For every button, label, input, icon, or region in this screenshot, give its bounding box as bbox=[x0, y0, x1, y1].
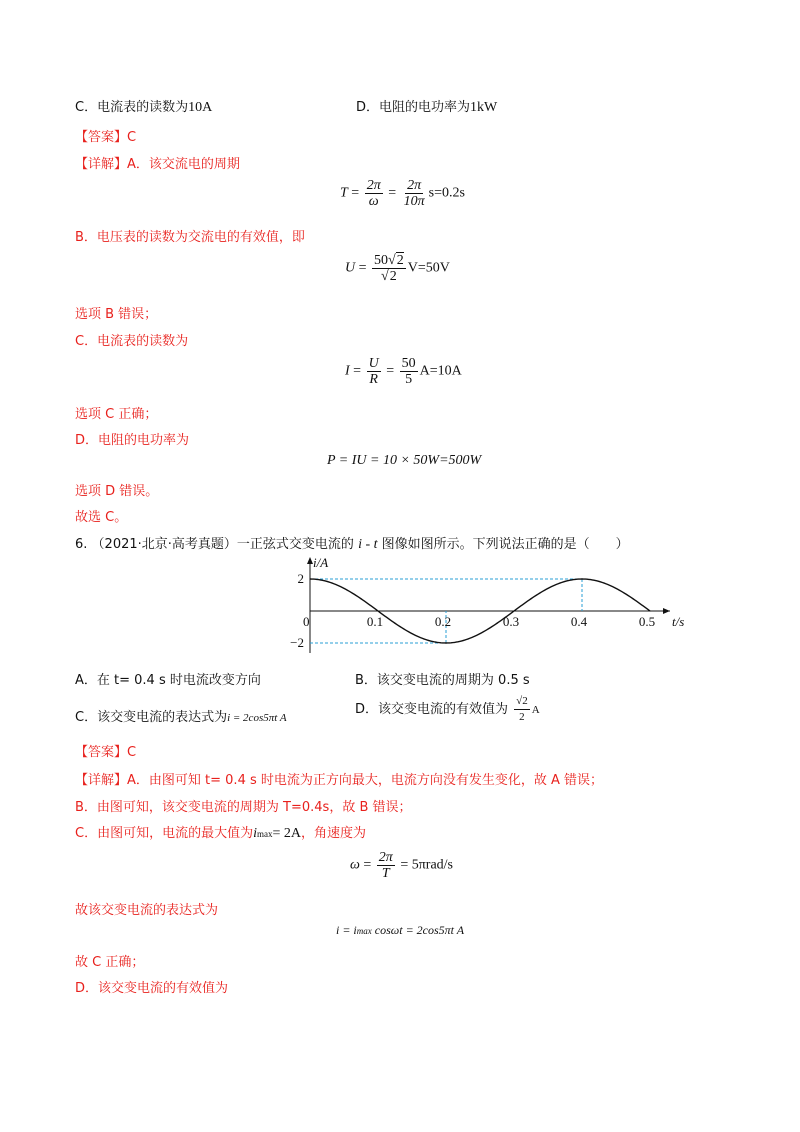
option-d-text: D．电阻的电功率为 bbox=[356, 100, 471, 115]
data-point bbox=[343, 588, 344, 589]
question-source: （2021·北京·高考真题） bbox=[91, 537, 237, 552]
current-time-graph bbox=[270, 555, 685, 657]
answer-2: 【答案】C bbox=[75, 745, 137, 760]
question-6-option-c: C．该交变电流的表达式为i = 2cos5πt A bbox=[75, 710, 287, 725]
answer-value: C bbox=[127, 130, 137, 145]
detail-1-b-conclusion: 选项 B 错误； bbox=[75, 307, 158, 322]
equation-period: T = $\frac{2\pi}{\omega}$ = $\frac{2\pi}{10\pi}$ s=0.2s bbox=[340, 178, 465, 209]
data-point bbox=[564, 581, 565, 582]
data-point bbox=[309, 578, 310, 579]
detail-1-b: B．电压表的读数为交流电的有效值，即 bbox=[75, 230, 305, 245]
data-point bbox=[649, 610, 650, 611]
option-c-value: 10A bbox=[188, 100, 213, 115]
detail-1-d: D．电阻的电功率为 bbox=[75, 433, 190, 448]
detail-2-c: C．由图可知，电流的最大值为imax= 2A，角速度为 bbox=[75, 826, 366, 841]
detail-2-c-conclusion: 故 C 正确； bbox=[75, 955, 145, 970]
data-point bbox=[394, 623, 395, 624]
detail-1-c: C．电流表的读数为 bbox=[75, 334, 189, 349]
data-point bbox=[513, 610, 514, 611]
option-c-text: C．电流表的读数为 bbox=[75, 100, 189, 115]
option-d-line bbox=[356, 96, 497, 116]
y-tick-label: 2 bbox=[297, 571, 304, 586]
detail-2-c-2: 故该交变电流的表达式为 bbox=[75, 903, 219, 918]
data-point bbox=[530, 598, 531, 599]
data-point bbox=[462, 640, 463, 641]
x-tick-label: 0.1 bbox=[366, 614, 384, 629]
data-point bbox=[445, 642, 446, 643]
detail-2-a: 【详解】A．由图可知 t= 0.4 s 时电流为正方向最大，电流方向没有发生变化，故 A 错误； bbox=[75, 773, 604, 788]
equation-i: i = imax cosωt = 2cos5πt A bbox=[336, 923, 465, 937]
detail-2-d: D．该交变电流的有效值为 bbox=[75, 981, 229, 996]
data-point bbox=[411, 633, 412, 634]
data-point bbox=[547, 588, 548, 589]
data-point bbox=[360, 598, 361, 599]
question-number: 6. bbox=[75, 537, 88, 552]
detail-1-c-conclusion: 选项 C 正确； bbox=[75, 407, 158, 422]
data-point bbox=[377, 610, 378, 611]
data-point bbox=[326, 581, 327, 582]
equation-voltage: U = $\frac{50√2}{√2}$ V=50V bbox=[345, 253, 450, 284]
answer-tag: 【答案】 bbox=[75, 130, 128, 145]
x-tick-label: 0 bbox=[303, 614, 310, 629]
x-tick-label: 0.2 bbox=[434, 614, 452, 629]
y-axis-label: i/A bbox=[313, 555, 329, 570]
data-point bbox=[632, 598, 633, 599]
question-6-option-b: B．该交变电流的周期为 0.5 s bbox=[355, 673, 530, 688]
data-point bbox=[428, 640, 429, 641]
question-6-option-a: A．在 t= 0.4 s 时电流改变方向 bbox=[75, 673, 261, 688]
detail-1-a bbox=[75, 153, 240, 172]
question-6-stem: 6. （2021·北京·高考真题）一正弦式交变电流的 i - t 图像如图所示。下列说法正确的是（ ） bbox=[75, 537, 629, 552]
equation-current: I = $\frac{U}{R}$ = $\frac{50}{5}$ A=10A bbox=[345, 356, 462, 387]
detail-2-b: B．由图可知，该交变电流的周期为 T=0.4s，故 B 错误； bbox=[75, 800, 412, 815]
detail-1-final: 故选 C。 bbox=[75, 510, 128, 525]
equation-omega: ω = $\frac{2\pi}{T}$ = 5πrad/s bbox=[350, 850, 454, 881]
option-d-value: 1kW bbox=[470, 100, 498, 115]
data-point bbox=[615, 588, 616, 589]
data-point bbox=[581, 578, 582, 579]
question-6-option-d: D．该交变电流的有效值为 $\frac{√2}{2}$ A bbox=[355, 695, 540, 723]
data-point bbox=[479, 633, 480, 634]
detail-tag: 【详解】 bbox=[75, 157, 128, 172]
x-axis-label: t/s bbox=[672, 614, 685, 629]
x-tick-label: 0.4 bbox=[570, 614, 588, 629]
x-tick-label: 0.3 bbox=[502, 614, 520, 629]
detail-a-text: A．该交流电的周期 bbox=[127, 157, 240, 172]
detail-1-d-conclusion: 选项 D 错误。 bbox=[75, 484, 159, 499]
x-axis-arrow bbox=[663, 608, 670, 614]
equation-power: P = IU = 10 × 50W=500W bbox=[327, 453, 482, 468]
x-tick-label: 0.5 bbox=[638, 614, 656, 629]
option-c-line bbox=[75, 96, 212, 116]
data-point bbox=[598, 581, 599, 582]
data-point bbox=[496, 623, 497, 624]
y-tick-label: −2 bbox=[290, 635, 304, 650]
answer-1 bbox=[75, 126, 136, 145]
